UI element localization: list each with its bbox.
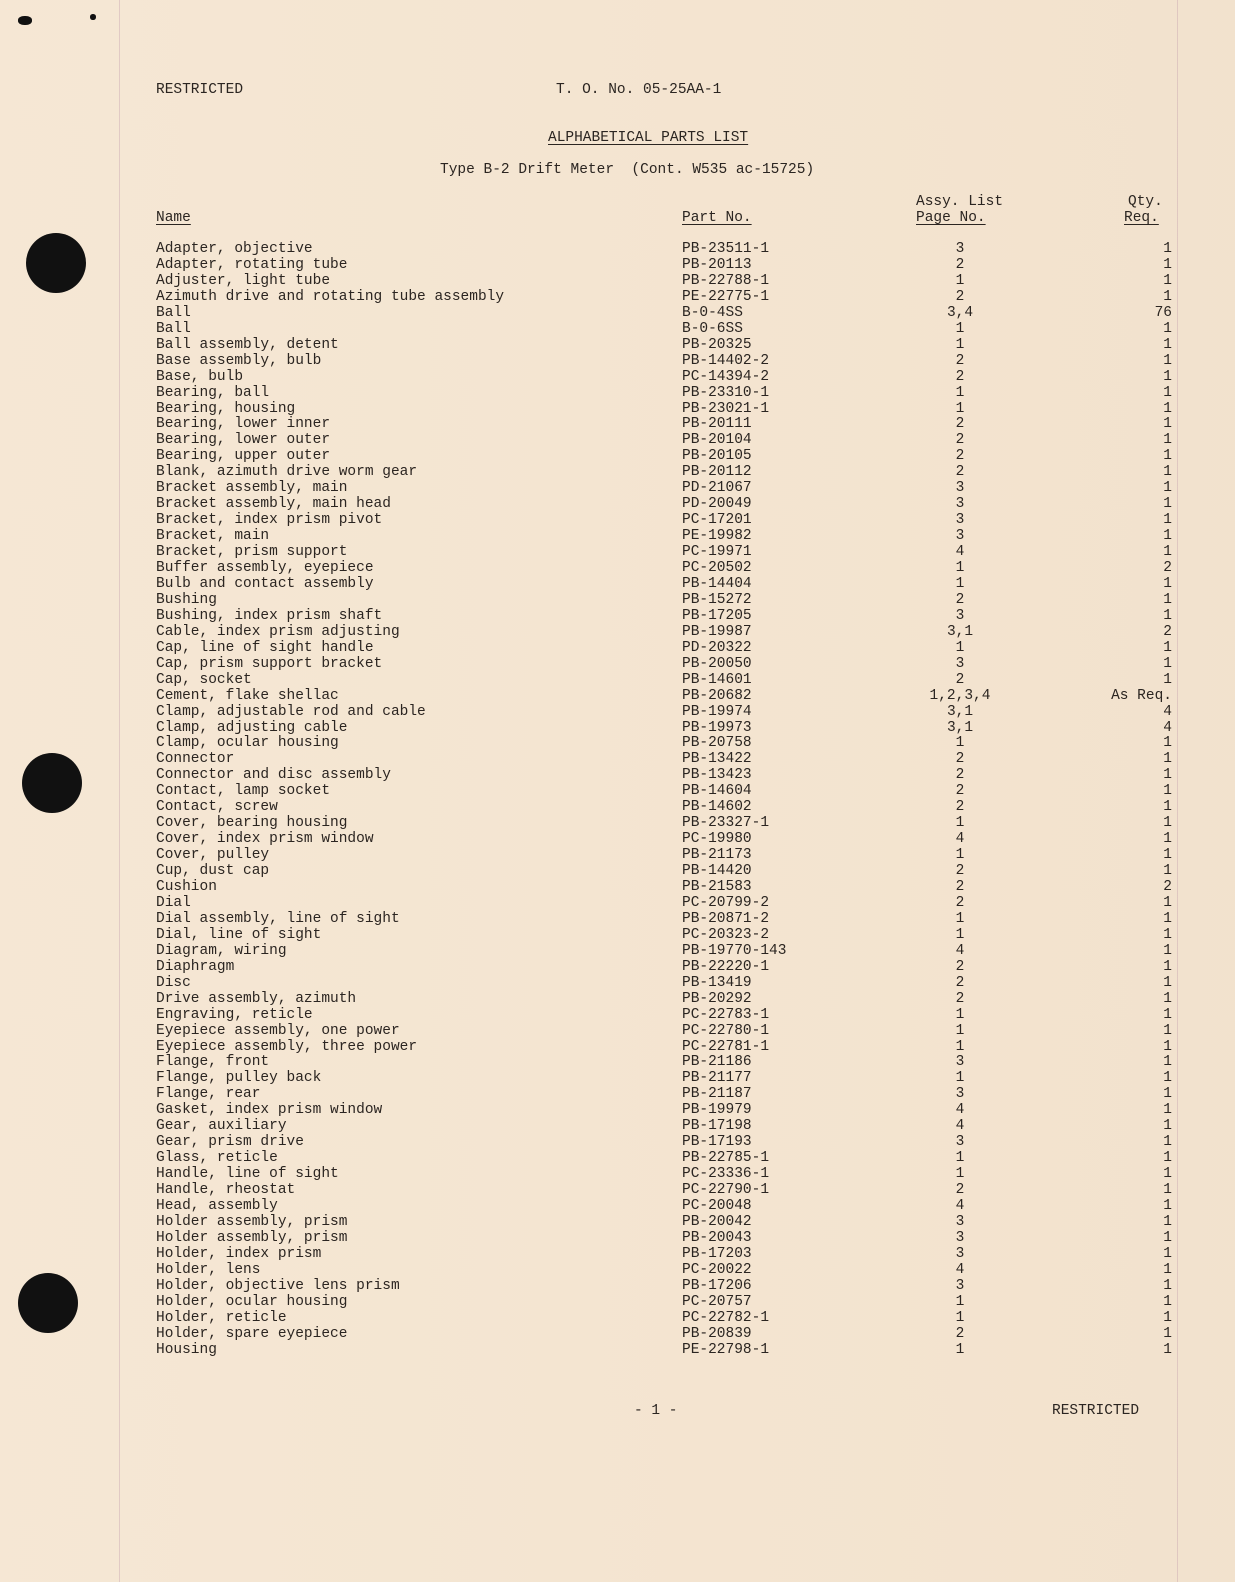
qty-required: 1 — [1163, 1006, 1172, 1023]
part-number: PB-20839 — [682, 1325, 752, 1342]
assy-list-page: 4 — [955, 1261, 965, 1278]
qty-required: 1 — [1163, 639, 1172, 656]
assy-list-page: 1 — [955, 815, 965, 832]
part-name: Connector — [156, 751, 235, 768]
part-name: Engraving, reticle — [156, 1006, 313, 1023]
qty-required: 2 — [1163, 879, 1172, 895]
assy-list-page: 1 — [955, 320, 965, 337]
qty-required: 4 — [1163, 703, 1172, 720]
part-name: Gasket, index prism window — [156, 1102, 383, 1119]
qty-required: As Req. — [1111, 687, 1172, 704]
part-number: PC-22781-1 — [682, 1038, 770, 1055]
punch-hole — [26, 233, 86, 293]
part-number: PB-14604 — [682, 783, 752, 800]
qty-required: 1 — [1163, 416, 1172, 433]
assy-list-page: 3 — [955, 1086, 965, 1103]
assy-list-page: 3 — [955, 1229, 965, 1246]
assy-list-page: 2 — [955, 448, 965, 465]
qty-required: 1 — [1163, 288, 1172, 305]
qty-required: 1 — [1163, 1325, 1172, 1342]
part-name: Adapter, rotating tube — [156, 256, 348, 273]
part-name: Clamp, ocular housing — [156, 735, 339, 752]
assy-list-page: 1 — [955, 384, 965, 401]
part-name: Cap, prism support bracket — [156, 655, 383, 672]
assy-list-page: 2 — [955, 990, 965, 1007]
qty-required: 1 — [1163, 400, 1172, 417]
part-number: PB-21186 — [682, 1054, 752, 1071]
assy-list-page: 1 — [955, 1309, 965, 1326]
assy-list-page: 1 — [955, 1070, 965, 1087]
assy-list-page: 3 — [955, 480, 965, 497]
part-number: PB-20104 — [682, 432, 752, 449]
assy-list-page: 1 — [955, 272, 965, 289]
part-number: PC-19971 — [682, 544, 752, 561]
assy-list-page: 1 — [955, 639, 965, 656]
part-name: Bracket assembly, main head — [156, 496, 391, 513]
qty-required: 1 — [1163, 990, 1172, 1007]
part-number: PC-20502 — [682, 560, 752, 576]
part-number: PC-20323-2 — [682, 926, 770, 943]
part-name: Glass, reticle — [156, 1150, 278, 1167]
assy-list-page: 3 — [955, 1213, 965, 1230]
part-number: PB-17206 — [682, 1277, 752, 1294]
part-name: Ball — [156, 304, 191, 321]
part-name: Handle, line of sight — [156, 1166, 339, 1183]
assy-list-page: 1 — [955, 1006, 965, 1023]
qty-required: 1 — [1163, 1245, 1172, 1262]
qty-required: 1 — [1163, 783, 1172, 800]
assy-list-page: 1 — [955, 560, 965, 576]
part-number: PB-14602 — [682, 799, 752, 816]
part-number: PC-20048 — [682, 1198, 752, 1214]
assy-list-page: 1 — [955, 1022, 965, 1039]
column-header-req: Req. — [1124, 210, 1159, 226]
part-number: B-0-4SS — [682, 304, 743, 321]
assy-list-page: 1 — [955, 1166, 965, 1183]
part-name: Buffer assembly, eyepiece — [156, 560, 374, 576]
assy-list-page: 1 — [955, 926, 965, 943]
part-number: PB-20050 — [682, 655, 752, 672]
qty-required: 2 — [1163, 560, 1172, 576]
document-subtitle: Type B-2 Drift Meter (Cont. W535 ac-15725) — [440, 162, 815, 178]
margin-line — [1177, 0, 1178, 1582]
qty-required: 1 — [1163, 1198, 1172, 1214]
part-number: PC-19980 — [682, 831, 752, 848]
part-name: Azimuth drive and rotating tube assembly — [156, 288, 505, 305]
part-number: PB-20682 — [682, 687, 752, 704]
part-name: Bearing, lower inner — [156, 416, 331, 433]
part-name: Bushing — [156, 591, 217, 608]
classification-footer: RESTRICTED — [1052, 1403, 1140, 1419]
part-number: PB-14404 — [682, 575, 752, 592]
part-number: PC-22782-1 — [682, 1309, 770, 1326]
assy-list-page: 2 — [955, 799, 965, 816]
assy-list-page: 2 — [955, 1182, 965, 1199]
part-name: Housing — [156, 1341, 217, 1358]
part-number: PB-13422 — [682, 751, 752, 768]
part-name: Diaphragm — [156, 958, 235, 975]
qty-required: 1 — [1163, 1054, 1172, 1071]
part-name: Bracket, index prism pivot — [156, 512, 383, 529]
part-number: PB-22220-1 — [682, 958, 770, 975]
qty-required: 1 — [1163, 942, 1172, 959]
assy-list-page: 3 — [955, 1245, 965, 1262]
part-number: PC-23336-1 — [682, 1166, 770, 1183]
part-name: Bearing, housing — [156, 400, 296, 417]
qty-required: 1 — [1163, 256, 1172, 273]
part-number: PB-20043 — [682, 1229, 752, 1246]
qty-required: 2 — [1163, 623, 1172, 640]
assy-list-page: 2 — [955, 751, 965, 768]
part-number: PB-21187 — [682, 1086, 752, 1103]
qty-required: 1 — [1163, 751, 1172, 768]
part-name: Gear, auxiliary — [156, 1118, 287, 1135]
assy-list-page: 2 — [955, 974, 965, 991]
part-number: PE-22775-1 — [682, 288, 770, 305]
part-name: Holder, reticle — [156, 1309, 287, 1326]
assy-list-page: 3 — [955, 1134, 965, 1151]
part-name: Bracket assembly, main — [156, 480, 348, 497]
part-number: PB-15272 — [682, 591, 752, 608]
assy-list-page: 1,2,3,4 — [929, 687, 991, 704]
assy-list-page: 2 — [955, 879, 965, 895]
part-number: PB-17193 — [682, 1134, 752, 1151]
part-name: Cap, socket — [156, 671, 252, 688]
assy-list-page: 2 — [955, 894, 965, 911]
qty-required: 1 — [1163, 496, 1172, 513]
part-name: Bearing, lower outer — [156, 432, 331, 449]
qty-required: 4 — [1163, 719, 1172, 736]
part-name: Base, bulb — [156, 368, 244, 385]
qty-required: 1 — [1163, 1309, 1172, 1326]
assy-list-page: 1 — [955, 400, 965, 417]
column-header-page-no: Page No. — [916, 210, 986, 226]
assy-list-page: 1 — [955, 575, 965, 592]
qty-required: 1 — [1163, 767, 1172, 784]
part-number: PB-20113 — [682, 256, 752, 273]
part-name: Ball — [156, 320, 191, 337]
qty-required: 1 — [1163, 799, 1172, 816]
qty-required: 1 — [1163, 863, 1172, 880]
part-name: Cushion — [156, 879, 217, 895]
qty-required: 1 — [1163, 448, 1172, 465]
assy-list-page: 4 — [955, 544, 965, 561]
assy-list-page: 2 — [955, 863, 965, 880]
qty-required: 1 — [1163, 974, 1172, 991]
part-name: Cup, dust cap — [156, 863, 270, 880]
part-name: Adapter, objective — [156, 241, 313, 257]
part-name: Bulb and contact assembly — [156, 575, 374, 592]
part-name: Contact, screw — [156, 799, 278, 816]
qty-required: 1 — [1163, 671, 1172, 688]
part-name: Cap, line of sight handle — [156, 639, 374, 656]
assy-list-page: 3 — [955, 1277, 965, 1294]
qty-required: 1 — [1163, 432, 1172, 449]
part-number: PB-19974 — [682, 703, 752, 720]
part-number: PC-22783-1 — [682, 1006, 770, 1023]
assy-list-page: 1 — [955, 735, 965, 752]
part-name: Cement, flake shellac — [156, 687, 339, 704]
tech-order-number: T. O. No. 05-25AA-1 — [556, 82, 722, 98]
part-number: PD-20049 — [682, 496, 752, 513]
qty-required: 1 — [1163, 464, 1172, 481]
punch-hole — [18, 1273, 78, 1333]
part-number: PB-14601 — [682, 671, 752, 688]
part-number: PB-17205 — [682, 607, 752, 624]
part-name: Clamp, adjusting cable — [156, 719, 348, 736]
part-name: Adjuster, light tube — [156, 272, 331, 289]
punch-hole — [22, 753, 82, 813]
ink-speck — [90, 14, 96, 20]
part-number: PC-22780-1 — [682, 1022, 770, 1039]
assy-list-page: 4 — [955, 1102, 965, 1119]
column-header-part-no: Part No. — [682, 210, 752, 226]
assy-list-page: 1 — [955, 847, 965, 864]
part-name: Disc — [156, 974, 191, 991]
classification-header: RESTRICTED — [156, 82, 244, 98]
qty-required: 1 — [1163, 735, 1172, 752]
part-name: Connector and disc assembly — [156, 767, 391, 784]
qty-required: 1 — [1163, 575, 1172, 592]
qty-required: 1 — [1163, 958, 1172, 975]
part-name: Contact, lamp socket — [156, 783, 331, 800]
qty-required: 1 — [1163, 1166, 1172, 1183]
assy-list-page: 4 — [955, 1118, 965, 1135]
assy-list-page: 2 — [955, 416, 965, 433]
part-name: Clamp, adjustable rod and cable — [156, 703, 426, 720]
qty-required: 1 — [1163, 1134, 1172, 1151]
qty-required: 1 — [1163, 1022, 1172, 1039]
assy-list-page: 3 — [955, 241, 965, 257]
part-name: Bearing, ball — [156, 384, 270, 401]
part-name: Holder, spare eyepiece — [156, 1325, 348, 1342]
column-header-qty: Qty. — [1128, 194, 1163, 210]
qty-required: 1 — [1163, 1261, 1172, 1278]
assy-list-page: 3 — [955, 655, 965, 672]
part-name: Cover, bearing housing — [156, 815, 348, 832]
part-number: PB-21173 — [682, 847, 752, 864]
page-number: - 1 - — [634, 1403, 678, 1419]
part-name: Holder assembly, prism — [156, 1213, 348, 1230]
assy-list-page: 4 — [955, 942, 965, 959]
part-number: PB-23511-1 — [682, 241, 770, 257]
assy-list-page: 1 — [955, 1038, 965, 1055]
part-name: Flange, front — [156, 1054, 270, 1071]
part-number: PB-17198 — [682, 1118, 752, 1135]
assy-list-page: 2 — [955, 1325, 965, 1342]
part-name: Holder, objective lens prism — [156, 1277, 400, 1294]
qty-required: 1 — [1163, 336, 1172, 353]
qty-required: 1 — [1163, 544, 1172, 561]
part-name: Handle, rheostat — [156, 1182, 296, 1199]
qty-required: 1 — [1163, 320, 1172, 337]
part-name: Drive assembly, azimuth — [156, 990, 357, 1007]
qty-required: 1 — [1163, 1118, 1172, 1135]
qty-required: 1 — [1163, 847, 1172, 864]
assy-list-page: 4 — [955, 831, 965, 848]
part-name: Bushing, index prism shaft — [156, 607, 383, 624]
part-name: Diagram, wiring — [156, 942, 287, 959]
part-number: PC-20757 — [682, 1293, 752, 1310]
part-number: PB-19979 — [682, 1102, 752, 1119]
part-name: Dial — [156, 894, 191, 911]
part-name: Blank, azimuth drive worm gear — [156, 464, 418, 481]
qty-required: 1 — [1163, 384, 1172, 401]
qty-required: 1 — [1163, 528, 1172, 545]
qty-required: 1 — [1163, 1293, 1172, 1310]
part-name: Bearing, upper outer — [156, 448, 331, 465]
qty-required: 1 — [1163, 607, 1172, 624]
ink-speck — [18, 16, 32, 25]
part-number: PB-20758 — [682, 735, 752, 752]
part-name: Cover, pulley — [156, 847, 270, 864]
qty-required: 1 — [1163, 926, 1172, 943]
part-number: PC-14394-2 — [682, 368, 770, 385]
assy-list-page: 3,1 — [946, 703, 974, 720]
qty-required: 1 — [1163, 1102, 1172, 1119]
margin-line — [119, 0, 120, 1582]
assy-list-page: 2 — [955, 256, 965, 273]
part-name: Dial, line of sight — [156, 926, 322, 943]
part-number: PB-20105 — [682, 448, 752, 465]
assy-list-page: 3,1 — [946, 623, 974, 640]
qty-required: 1 — [1163, 1038, 1172, 1055]
part-name: Holder, lens — [156, 1261, 261, 1278]
part-name: Flange, pulley back — [156, 1070, 322, 1087]
qty-required: 1 — [1163, 831, 1172, 848]
assy-list-page: 3 — [955, 496, 965, 513]
part-name: Bracket, prism support — [156, 544, 348, 561]
part-number: PB-20042 — [682, 1213, 752, 1230]
assy-list-page: 3,4 — [946, 304, 974, 321]
assy-list-page: 1 — [955, 910, 965, 927]
part-number: PB-20325 — [682, 336, 752, 353]
part-number: PB-23327-1 — [682, 815, 770, 832]
qty-required: 1 — [1163, 591, 1172, 608]
assy-list-page: 3 — [955, 512, 965, 529]
part-number: PB-21583 — [682, 879, 752, 895]
assy-list-page: 3 — [955, 528, 965, 545]
part-number: PB-20871-2 — [682, 910, 770, 927]
part-number: PE-19982 — [682, 528, 752, 545]
part-number: PB-22785-1 — [682, 1150, 770, 1167]
part-number: PB-19770-143 — [682, 942, 787, 959]
assy-list-page: 2 — [955, 432, 965, 449]
assy-list-page: 2 — [955, 767, 965, 784]
assy-list-page: 1 — [955, 1341, 965, 1358]
part-number: PC-20022 — [682, 1261, 752, 1278]
part-name: Head, assembly — [156, 1198, 278, 1214]
qty-required: 1 — [1163, 1341, 1172, 1358]
qty-required: 1 — [1163, 1182, 1172, 1199]
assy-list-page: 2 — [955, 671, 965, 688]
document-title: ALPHABETICAL PARTS LIST — [548, 130, 749, 146]
assy-list-page: 4 — [955, 1198, 965, 1214]
qty-required: 1 — [1163, 1070, 1172, 1087]
part-number: PB-13423 — [682, 767, 752, 784]
part-number: B-0-6SS — [682, 320, 743, 337]
part-name: Eyepiece assembly, three power — [156, 1038, 418, 1055]
part-name: Base assembly, bulb — [156, 352, 322, 369]
column-header-name: Name — [156, 210, 191, 226]
part-name: Eyepiece assembly, one power — [156, 1022, 400, 1039]
part-number: PB-20111 — [682, 416, 752, 433]
qty-required: 1 — [1163, 480, 1172, 497]
part-name: Holder, ocular housing — [156, 1293, 348, 1310]
part-number: PB-23021-1 — [682, 400, 770, 417]
assy-list-page: 1 — [955, 336, 965, 353]
assy-list-page: 3 — [955, 607, 965, 624]
part-number: PC-22790-1 — [682, 1182, 770, 1199]
qty-required: 1 — [1163, 815, 1172, 832]
part-number: PE-22798-1 — [682, 1341, 770, 1358]
part-number: PB-20112 — [682, 464, 752, 481]
part-number: PD-20322 — [682, 639, 752, 656]
assy-list-page: 2 — [955, 288, 965, 305]
part-number: PB-20292 — [682, 990, 752, 1007]
part-number: PB-17203 — [682, 1245, 752, 1262]
part-name: Cover, index prism window — [156, 831, 374, 848]
qty-required: 1 — [1163, 272, 1172, 289]
part-name: Bracket, main — [156, 528, 270, 545]
qty-required: 1 — [1163, 241, 1172, 257]
qty-required: 1 — [1163, 352, 1172, 369]
part-number: PD-21067 — [682, 480, 752, 497]
assy-list-page: 2 — [955, 352, 965, 369]
part-name: Cable, index prism adjusting — [156, 623, 400, 640]
part-number: PB-13419 — [682, 974, 752, 991]
qty-required: 1 — [1163, 1150, 1172, 1167]
assy-list-page: 2 — [955, 958, 965, 975]
part-number: PB-22788-1 — [682, 272, 770, 289]
assy-list-page: 2 — [955, 783, 965, 800]
part-number: PC-17201 — [682, 512, 752, 529]
assy-list-page: 2 — [955, 591, 965, 608]
part-name: Gear, prism drive — [156, 1134, 304, 1151]
part-number: PB-19987 — [682, 623, 752, 640]
qty-required: 1 — [1163, 655, 1172, 672]
assy-list-page: 1 — [955, 1293, 965, 1310]
part-number: PB-23310-1 — [682, 384, 770, 401]
part-name: Flange, rear — [156, 1086, 261, 1103]
qty-required: 1 — [1163, 910, 1172, 927]
qty-required: 1 — [1163, 1229, 1172, 1246]
column-header-assy-list: Assy. List — [916, 194, 1004, 210]
qty-required: 76 — [1154, 304, 1172, 321]
part-name: Holder assembly, prism — [156, 1229, 348, 1246]
qty-required: 1 — [1163, 1213, 1172, 1230]
qty-required: 1 — [1163, 894, 1172, 911]
part-number: PB-14420 — [682, 863, 752, 880]
qty-required: 1 — [1163, 1277, 1172, 1294]
part-name: Ball assembly, detent — [156, 336, 339, 353]
part-number: PC-20799-2 — [682, 894, 770, 911]
qty-required: 1 — [1163, 368, 1172, 385]
qty-required: 1 — [1163, 512, 1172, 529]
part-name: Holder, index prism — [156, 1245, 322, 1262]
assy-list-page: 1 — [955, 1150, 965, 1167]
part-name: Dial assembly, line of sight — [156, 910, 400, 927]
assy-list-page: 2 — [955, 368, 965, 385]
assy-list-page: 3,1 — [946, 719, 974, 736]
assy-list-page: 2 — [955, 464, 965, 481]
part-number: PB-21177 — [682, 1070, 752, 1087]
part-number: PB-14402-2 — [682, 352, 770, 369]
part-number: PB-19973 — [682, 719, 752, 736]
assy-list-page: 3 — [955, 1054, 965, 1071]
qty-required: 1 — [1163, 1086, 1172, 1103]
